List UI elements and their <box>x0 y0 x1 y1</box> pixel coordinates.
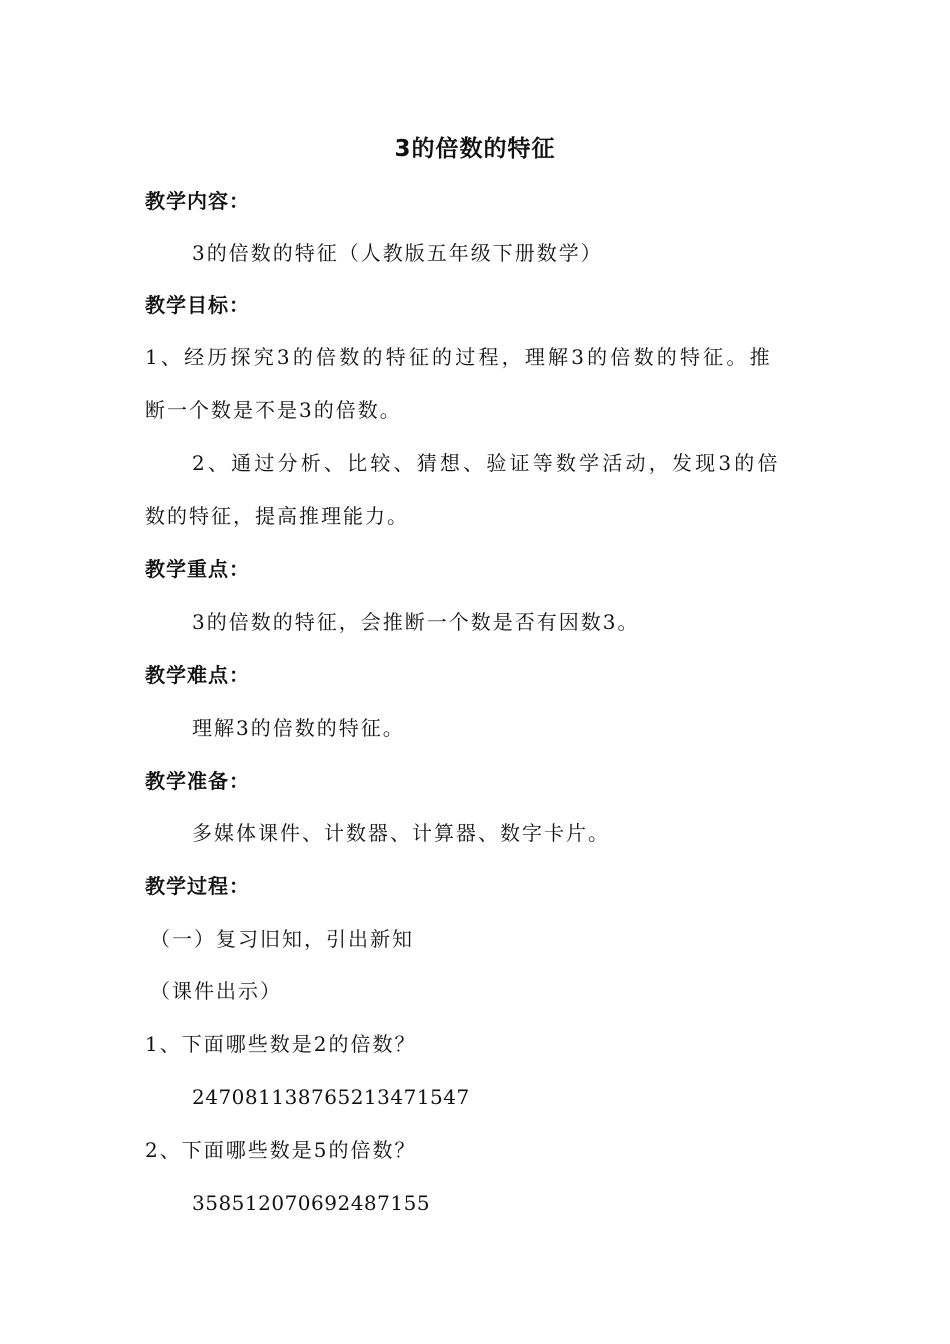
objectives-heading: 教学目标： <box>145 293 250 317</box>
preparation-heading: 教学准备： <box>145 769 250 793</box>
content-heading: 教学内容： <box>145 189 250 213</box>
difficulties-heading: 教学难点： <box>145 663 250 687</box>
process-heading: 教学过程： <box>145 874 250 898</box>
objective-1-line-2: 断一个数是不是3的倍数。 <box>145 398 402 422</box>
question-2: 2、下面哪些数是5的倍数？ <box>145 1138 417 1162</box>
section-1-title: （一）复习旧知，引出新知 <box>150 927 414 951</box>
difficulties-text: 理解3的倍数的特征。 <box>192 716 405 740</box>
objective-2-line-2: 数的特征，提高推理能力。 <box>145 504 409 528</box>
preparation-text: 多媒体课件、计数器、计算器、数字卡片。 <box>192 821 610 845</box>
document-title: 3的倍数的特征 <box>394 136 556 162</box>
question-2-numbers: 358512070692487155 <box>192 1191 431 1215</box>
question-1-numbers: 247081138765213471547 <box>192 1085 470 1109</box>
objective-1-line-1: 1、经历探究3的倍数的特征的过程，理解3的倍数的特征。推 <box>145 345 773 369</box>
objective-2-line-1: 2、通过分析、比较、猜想、验证等数学活动，发现3的倍 <box>192 451 781 475</box>
courseware-note: （课件出示） <box>150 979 282 1003</box>
question-1: 1、下面哪些数是2的倍数？ <box>145 1032 417 1056</box>
content-text: 3的倍数的特征（人教版五年级下册数学） <box>192 241 603 265</box>
key-points-heading: 教学重点： <box>145 557 250 581</box>
key-points-text: 3的倍数的特征，会推断一个数是否有因数3。 <box>192 610 640 634</box>
